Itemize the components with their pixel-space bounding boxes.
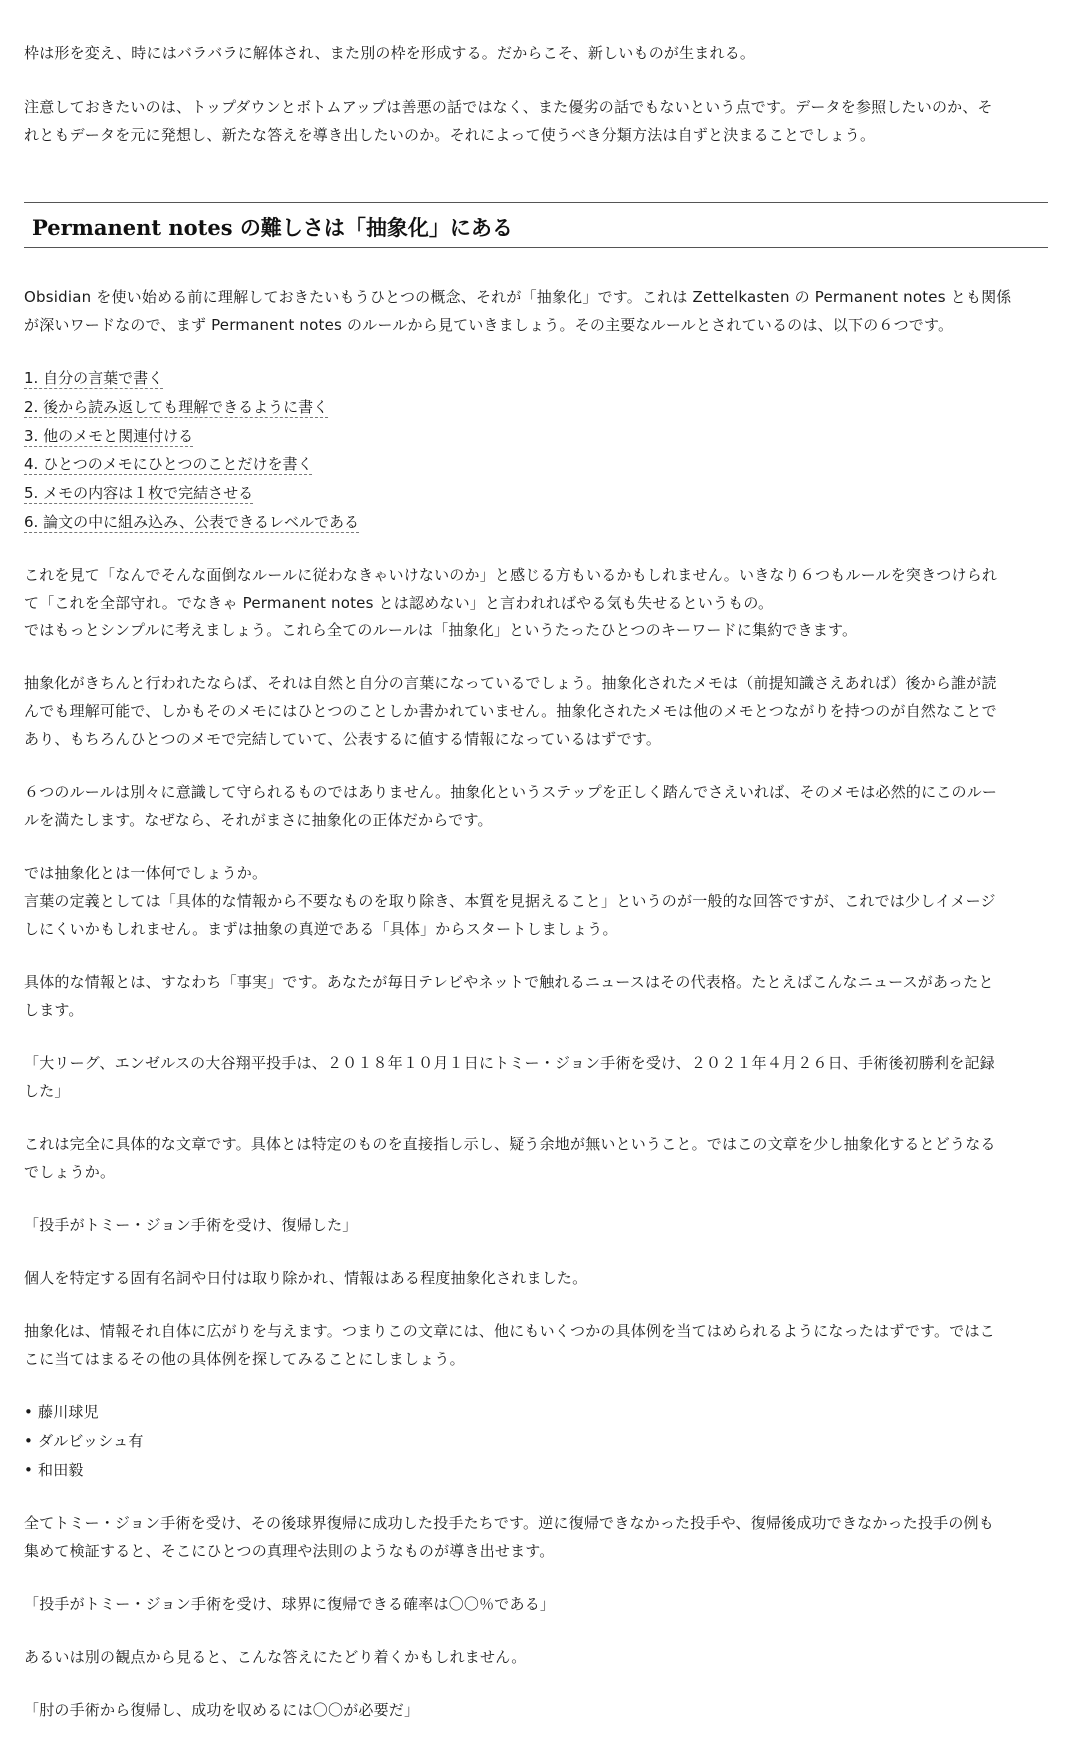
paragraph: んでも理解可能で、しかもそのメモにはひとつのことしか書かれていません。抽象化されたメモは他のメモとつながりを持つのが自然なことで [24,702,997,720]
paragraph: ではもっとシンプルに考えましょう。これら全てのルールは「抽象化」というたったひとつのキーワードに集約できます。 [24,621,858,639]
paragraph: します。 [24,1001,84,1019]
list-item: 4. ひとつのメモにひとつのことだけを書く [24,455,313,473]
paragraph: 枠は形を変え、時にはバラバラに解体され、また別の枠を形成する。だからこそ、新しいものが生まれる。 [24,44,756,62]
paragraph: こに当てはまるその他の具体例を探してみることにしましょう。 [24,1350,465,1368]
paragraph: が深いワードなので、まず Permanent notes のルールから見ていきましょう。その主要なルールとされているのは、以下の６つです。 [24,316,954,334]
paragraph: でしょうか。 [24,1163,116,1181]
paragraph: した」 [24,1082,70,1100]
paragraph: 「肘の手術から復帰し、成功を収めるには〇〇が必要だ」 [24,1701,420,1719]
paragraph: これは完全に具体的な文章です。具体とは特定のものを直接指し示し、疑う余地が無いということ。ではこの文章を少し抽象化するとどうなる [24,1135,996,1153]
paragraph: あり、もちろんひとつのメモで完結していて、公表するに値する情報になっているはずです。 [24,730,662,748]
paragraph: て「これを全部守れ。でなきゃ Permanent notes とは認めない」と言われればやる気も失せるというもの。 [24,594,774,612]
paragraph: 「投手がトミー・ジョン手術を受け、球界に復帰できる確率は〇〇％である」 [24,1595,556,1613]
paragraph: 「大リーグ、エンゼルスの大谷翔平投手は、２０１８年１０月１日にトミー・ジョン手術を受け、２０２１年４月２６日、手術後初勝利を記録 [24,1054,995,1072]
paragraph: ルを満たします。なぜなら、それがまさに抽象化の正体だからです。 [24,811,493,829]
paragraph: Obsidian を使い始める前に理解しておきたいもうひとつの概念、それが「抽象化」です。これは Zettelkasten の Permanent notes とも関係 [24,288,1012,306]
section-heading: Permanent notes の難しさは「抽象化」にある [32,215,513,240]
paragraph: ６つのルールは別々に意識して守られるものではありません。抽象化というステップを正しく踏んでさえいれば、そのメモは必然的にこのルー [24,783,998,801]
paragraph: あるいは別の観点から見ると、こんな答えにたどり着くかもしれません。 [24,1648,527,1666]
paragraph: 抽象化は、情報それ自体に広がりを与えます。つまりこの文章には、他にもいくつかの具体例を当てはめられるようになったはずです。ではこ [24,1322,995,1340]
paragraph: れともデータを元に発想し、新たな答えを導き出したいのか。それによって使うべき分類方法は自ずと決まることでしょう。 [24,126,876,144]
paragraph: では抽象化とは一体何でしょうか。 [24,864,268,882]
list-item: 1. 自分の言葉で書く [24,369,164,387]
paragraph: 集めて検証すると、そこにひとつの真理や法則のようなものが導き出せます。 [24,1542,555,1560]
list-item: 3. 他のメモと関連付ける [24,427,194,445]
paragraph: これを見て「なんでそんな面倒なルールに従わなきゃいけないのか」と感じる方もいるかもしれません。いきなり６つもルールを突きつけられ [24,566,998,584]
list-item: 5. メモの内容は１枚で完結させる [24,484,254,502]
list-item: 6. 論文の中に組み込み、公表できるレベルである [24,513,359,531]
section-heading-block [24,202,1048,248]
list-item: • 和田毅 [24,1461,84,1479]
paragraph: 抽象化がきちんと行われたならば、それは自然と自分の言葉になっているでしょう。抽象化されたメモは（前提知識さえあれば）後から誰が読 [24,674,997,692]
paragraph: 全てトミー・ジョン手術を受け、その後球界復帰に成功した投手たちです。逆に復帰できなかった投手や、復帰後成功できなかった投手の例も [24,1514,994,1532]
paragraph: しにくいかもしれません。まずは抽象の真逆である「具体」からスタートしましょう。 [24,920,618,938]
paragraph: 具体的な情報とは、すなわち「事実」です。あなたが毎日テレビやネットで触れるニュースはその代表格。たとえばこんなニュースがあったと [24,973,994,991]
paragraph: 言葉の定義としては「具体的な情報から不要なものを取り除き、本質を見据えること」というのが一般的な回答ですが、これでは少しイメージ [24,892,996,910]
list-item: 2. 後から読み返しても理解できるように書く [24,398,329,416]
list-item: • ダルビッシュ有 [24,1432,144,1450]
paragraph: 注意しておきたいのは、トップダウンとボトムアップは善悪の話ではなく、また優劣の話でもないという点です。データを参照したいのか、そ [24,98,993,116]
list-item: • 藤川球児 [24,1403,99,1421]
paragraph: 個人を特定する固有名詞や日付は取り除かれ、情報はある程度抽象化されました。 [24,1269,588,1287]
paragraph: 「投手がトミー・ジョン手術を受け、復帰した」 [24,1216,358,1234]
